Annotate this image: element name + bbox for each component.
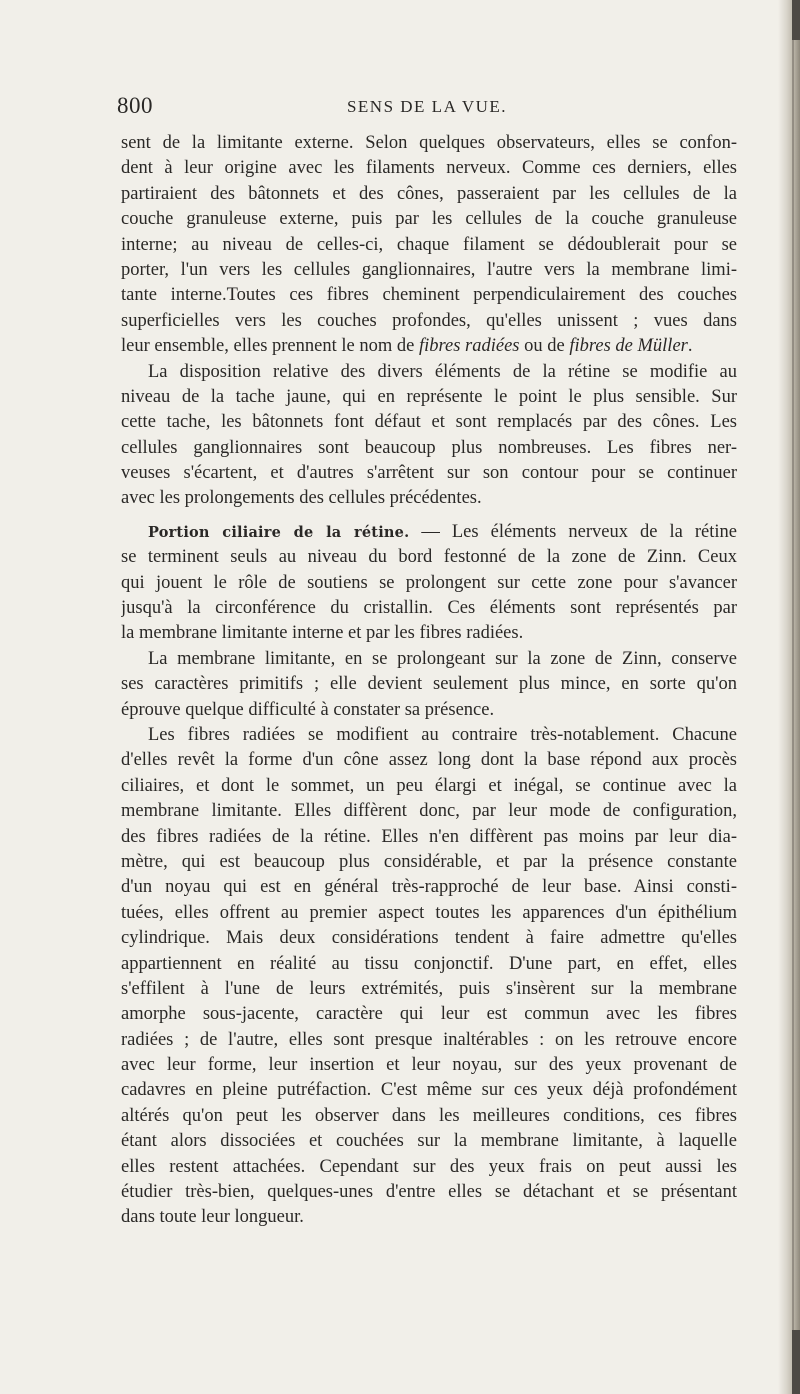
paragraph-gap bbox=[121, 512, 737, 520]
text-line bbox=[121, 748, 737, 773]
text-line bbox=[121, 258, 737, 283]
text-run: mètre, qui est beaucoup plus considérable, et par la présence constante bbox=[121, 851, 737, 872]
text-run: La disposition relative des divers éléments de la rétine se modifie au bbox=[148, 361, 737, 382]
text-line bbox=[121, 571, 737, 596]
text-run: éprouve quelque difficulté à constater sa présence. bbox=[121, 699, 495, 720]
text-run: ciliaires, et dont le sommet, un peu élargi et inégal, se continue avec la bbox=[121, 775, 737, 796]
text-run: se terminent seuls au niveau du bord festonné de la zone de Zinn. Ceux bbox=[121, 547, 737, 568]
page-edge-dark-top bbox=[792, 0, 800, 40]
text-run: veuses s'écartent, et d'autres s'arrêtent sur son contour pour se continuer bbox=[121, 463, 737, 484]
text-run: la membrane limitante interne et par les fibres radiées. bbox=[121, 623, 524, 644]
text-run: s'effilent à l'une de leurs extrémités, puis s'insèrent sur la membrane bbox=[121, 978, 737, 999]
body-text bbox=[121, 131, 737, 1231]
page-edge-dark-bottom bbox=[792, 1330, 800, 1394]
text-run: . bbox=[687, 336, 693, 357]
text-line bbox=[121, 486, 737, 511]
text-run: niveau de la tache jaune, qui en représente le point le plus sensible. Sur bbox=[121, 386, 737, 407]
text-line bbox=[121, 156, 737, 181]
page-header bbox=[117, 93, 737, 123]
text-line bbox=[121, 698, 737, 723]
paragraph bbox=[121, 360, 737, 512]
text-line bbox=[121, 410, 737, 435]
text-line bbox=[121, 1028, 737, 1053]
text-run: qui jouent le rôle de soutiens se prolongent sur cette zone pour s'avancer bbox=[121, 572, 737, 593]
page-edge-shadow bbox=[778, 0, 800, 1394]
text-run: dans toute leur longueur. bbox=[121, 1207, 304, 1228]
text-line bbox=[121, 621, 737, 646]
text-run: — Les éléments nerveux de la rétine bbox=[409, 521, 737, 542]
text-run: d'un noyau qui est en général très-rapproché de leur base. Ainsi consti- bbox=[121, 877, 737, 898]
text-run: superficielles vers les couches profondes, qu'elles unissent ; vues dans bbox=[121, 310, 737, 331]
text-run: cadavres en pleine putréfaction. C'est même sur ces yeux déjà profondément bbox=[121, 1080, 737, 1101]
paragraph bbox=[121, 520, 737, 647]
text-run: cylindrique. Mais deux considérations tendent à faire admettre qu'elles bbox=[121, 928, 737, 949]
text-run: Les fibres radiées se modifient au contraire très-notablement. Chacune bbox=[148, 724, 737, 745]
text-line bbox=[121, 1205, 737, 1230]
text-run: leur ensemble, elles prennent le nom de bbox=[121, 336, 419, 357]
text-line bbox=[121, 774, 737, 799]
text-run: membrane limitante. Elles diffèrent donc, par leur mode de configuration, bbox=[121, 801, 737, 822]
text-line bbox=[121, 1129, 737, 1154]
text-run: elles restent attachées. Cependant sur des yeux frais on peut aussi les bbox=[121, 1156, 737, 1177]
text-run: sent de la limitante externe. Selon quelques observateurs, elles se confon- bbox=[121, 133, 737, 153]
text-run: étant alors dissociées et couchées sur la membrane limitante, à laquelle bbox=[121, 1131, 737, 1152]
text-line bbox=[121, 901, 737, 926]
text-line bbox=[121, 233, 737, 258]
text-line bbox=[121, 1155, 737, 1180]
text-line bbox=[121, 850, 737, 875]
text-run: avec les prolongements des cellules précédentes. bbox=[121, 488, 482, 509]
text-line bbox=[121, 334, 737, 359]
text-line bbox=[121, 952, 737, 977]
text-line bbox=[121, 672, 737, 697]
text-line bbox=[121, 385, 737, 410]
text-run: altérés qu'on peut les observer dans les meilleures conditions, ces fibres bbox=[121, 1105, 737, 1126]
text-line bbox=[121, 647, 737, 672]
text-run: La membrane limitante, en se prolongeant sur la zone de Zinn, conserve bbox=[148, 648, 737, 669]
text-line bbox=[121, 723, 737, 748]
text-line bbox=[121, 926, 737, 951]
text-line bbox=[121, 436, 737, 461]
text-line bbox=[121, 545, 737, 570]
text-run: tante interne.Toutes ces fibres cheminent perpendiculairement des couches bbox=[121, 285, 737, 306]
text-line bbox=[121, 207, 737, 232]
text-line bbox=[121, 596, 737, 621]
text-line bbox=[121, 461, 737, 486]
text-line bbox=[121, 131, 737, 156]
text-run: dent à leur origine avec les filaments nerveux. Comme ces derniers, elles bbox=[121, 158, 737, 179]
text-line bbox=[121, 360, 737, 385]
text-line bbox=[121, 1180, 737, 1205]
text-run: d'elles revêt la forme d'un cône assez long dont la base répond aux procès bbox=[121, 750, 737, 771]
text-run: ses caractères primitifs ; elle devient seulement plus mince, en sorte qu'on bbox=[121, 674, 737, 695]
text-line bbox=[121, 799, 737, 824]
text-run: porter, l'un vers les cellules ganglionnaires, l'autre vers la membrane limi- bbox=[121, 259, 737, 280]
text-run: amorphe sous-jacente, caractère qui leur est commun avec les fibres bbox=[121, 1004, 737, 1025]
text-line bbox=[121, 1002, 737, 1027]
text-line bbox=[121, 182, 737, 207]
text-line bbox=[121, 1053, 737, 1078]
text-run: tuées, elles offrent au premier aspect toutes les apparences d'un épithélium bbox=[121, 902, 737, 923]
text-run: interne; au niveau de celles-ci, chaque filament se dédoublerait pour se bbox=[121, 234, 737, 255]
running-title: SENS DE LA VUE. bbox=[346, 97, 508, 116]
italic-term: fibres radiées bbox=[418, 336, 520, 357]
italic-term: fibres de Müller bbox=[569, 336, 688, 357]
text-line bbox=[121, 825, 737, 850]
text-line bbox=[121, 520, 737, 545]
text-line bbox=[121, 1078, 737, 1103]
text-run: couche granuleuse externe, puis par les cellules de la couche granuleuse bbox=[121, 209, 737, 230]
text-run: étudier très-bien, quelques-unes d'entre elles se détachant et se présentant bbox=[121, 1182, 737, 1203]
page-number: 800 bbox=[117, 93, 153, 118]
paragraph bbox=[121, 647, 737, 723]
text-line bbox=[121, 309, 737, 334]
text-run: cette tache, les bâtonnets font défaut et sont remplacés par des cônes. Les bbox=[121, 412, 737, 433]
text-run: jusqu'à la circonférence du cristallin. Ces éléments sont représentés par bbox=[121, 598, 737, 619]
page-edge-line bbox=[792, 0, 794, 1394]
text-run: radiées ; de l'autre, elles sont presque inaltérables : on les retrouve encore bbox=[121, 1029, 737, 1050]
text-run: avec leur forme, leur insertion et leur noyau, sur des yeux provenant de bbox=[121, 1055, 737, 1076]
paragraph bbox=[121, 131, 737, 360]
text-line bbox=[121, 875, 737, 900]
text-run: des fibres radiées de la rétine. Elles n'en diffèrent pas moins par leur dia- bbox=[121, 826, 737, 847]
text-run: partiraient des bâtonnets et des cônes, passeraient par les cellules de la bbox=[121, 183, 737, 204]
text-line bbox=[121, 977, 737, 1002]
text-line bbox=[121, 1104, 737, 1129]
paragraph bbox=[121, 723, 737, 1231]
text-run: appartiennent en réalité au tissu conjonctif. D'une part, en effet, elles bbox=[121, 953, 737, 974]
text-run: ou de bbox=[519, 336, 570, 357]
section-heading: Portion ciliaire de la rétine. bbox=[148, 523, 410, 541]
text-line bbox=[121, 283, 737, 308]
text-run: cellules ganglionnaires sont beaucoup plus nombreuses. Les fibres ner- bbox=[121, 437, 737, 458]
